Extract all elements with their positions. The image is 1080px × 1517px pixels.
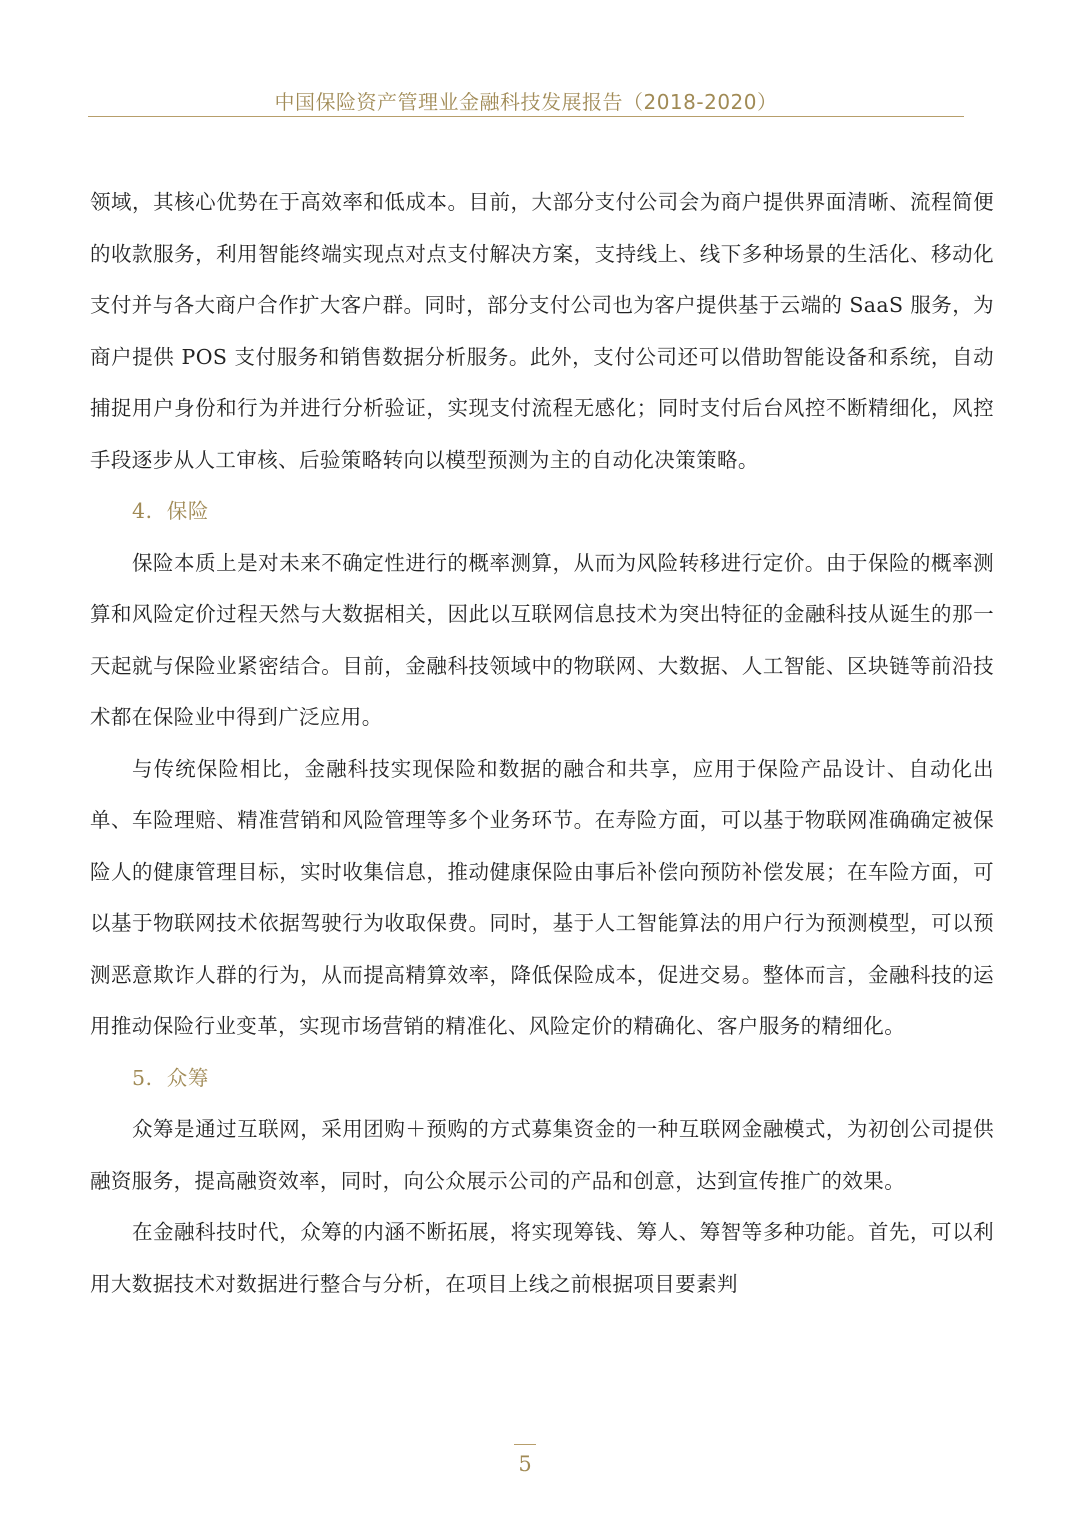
paragraph-insurance-intro: 保险本质上是对未来不确定性进行的概率测算，从而为风险转移进行定价。由于保险的概率测算和风险定价过程天然与大数据相关，因此以互联网信息技术为突出特征的金融科技从诞生的那一天起就与保险业紧密结合。目前，金融科技领域中的物联网、大数据、人工智能、区块链等前沿技术都在保险业中得到广泛应用。 — [90, 550, 994, 729]
paragraph-insurance-applications: 与传统保险相比，金融科技实现保险和数据的融合和共享，应用于保险产品设计、自动化出单、车险理赔、精准营销和风险管理等多个业务环节。在寿险方面，可以基于物联网准确确定被保险人的健康管理目标，实时收集信息，推动健康保险由事后补偿向预防补偿发展；在车险方面，可以基于物联网技术依据驾驶行为收取保费。同时，基于人工智能算法的用户行为预测模型，可以预测恶意欺诈人群的行为，从而提高精算效率，降低保险成本，促进交易。整体而言，金融科技的运用推动保险行业变革，实现市场营销的精准化、风险定价的精确化、客户服务的精细化。 — [90, 756, 994, 1038]
footer-divider — [514, 1444, 536, 1445]
paragraph-crowdfunding-fintech: 在金融科技时代，众筹的内涵不断拓展，将实现筹钱、筹人、筹智等多种功能。首先，可以利用大数据技术对数据进行整合与分析，在项目上线之前根据项目要素判 — [90, 1220, 994, 1296]
document-body — [90, 177, 994, 1310]
paragraph-crowdfunding-intro: 众筹是通过互联网，采用团购＋预购的方式募集资金的一种互联网金融模式，为初创公司提供融资服务，提高融资效率，同时，向公众展示公司的产品和创意，达到宣传推广的效果。 — [90, 1117, 994, 1193]
section-heading-crowdfunding: 5．众筹 — [132, 1065, 209, 1090]
section-heading-insurance: 4．保险 — [132, 499, 209, 523]
header-divider — [88, 116, 964, 117]
running-header-title: 中国保险资产管理业金融科技发展报告（2018-2020） — [274, 90, 778, 114]
paragraph-payment-continued: 领域，其核心优势在于高效率和低成本。目前，大部分支付公司会为商户提供界面清晰、流程简便的收款服务，利用智能终端实现点对点支付解决方案，支持线上、线下多种场景的生活化、移动化支付并与各大商户合作扩大客户群。同时，部分支付公司也为客户提供基于云端的 SaaS 服务，为商户提供 POS 支付服务和销售数据分析服务。此外，支付公司还可以借助智能设备和系统，自动捕捉用户身份和行为并进行分析验证，实现支付流程无感化；同时支付后台风控不断精细化，风控手段逐步从人工审核、后验策略转向以模型预测为主的自动化决策策略。 — [90, 190, 994, 472]
page-number: 5 — [518, 1452, 532, 1476]
